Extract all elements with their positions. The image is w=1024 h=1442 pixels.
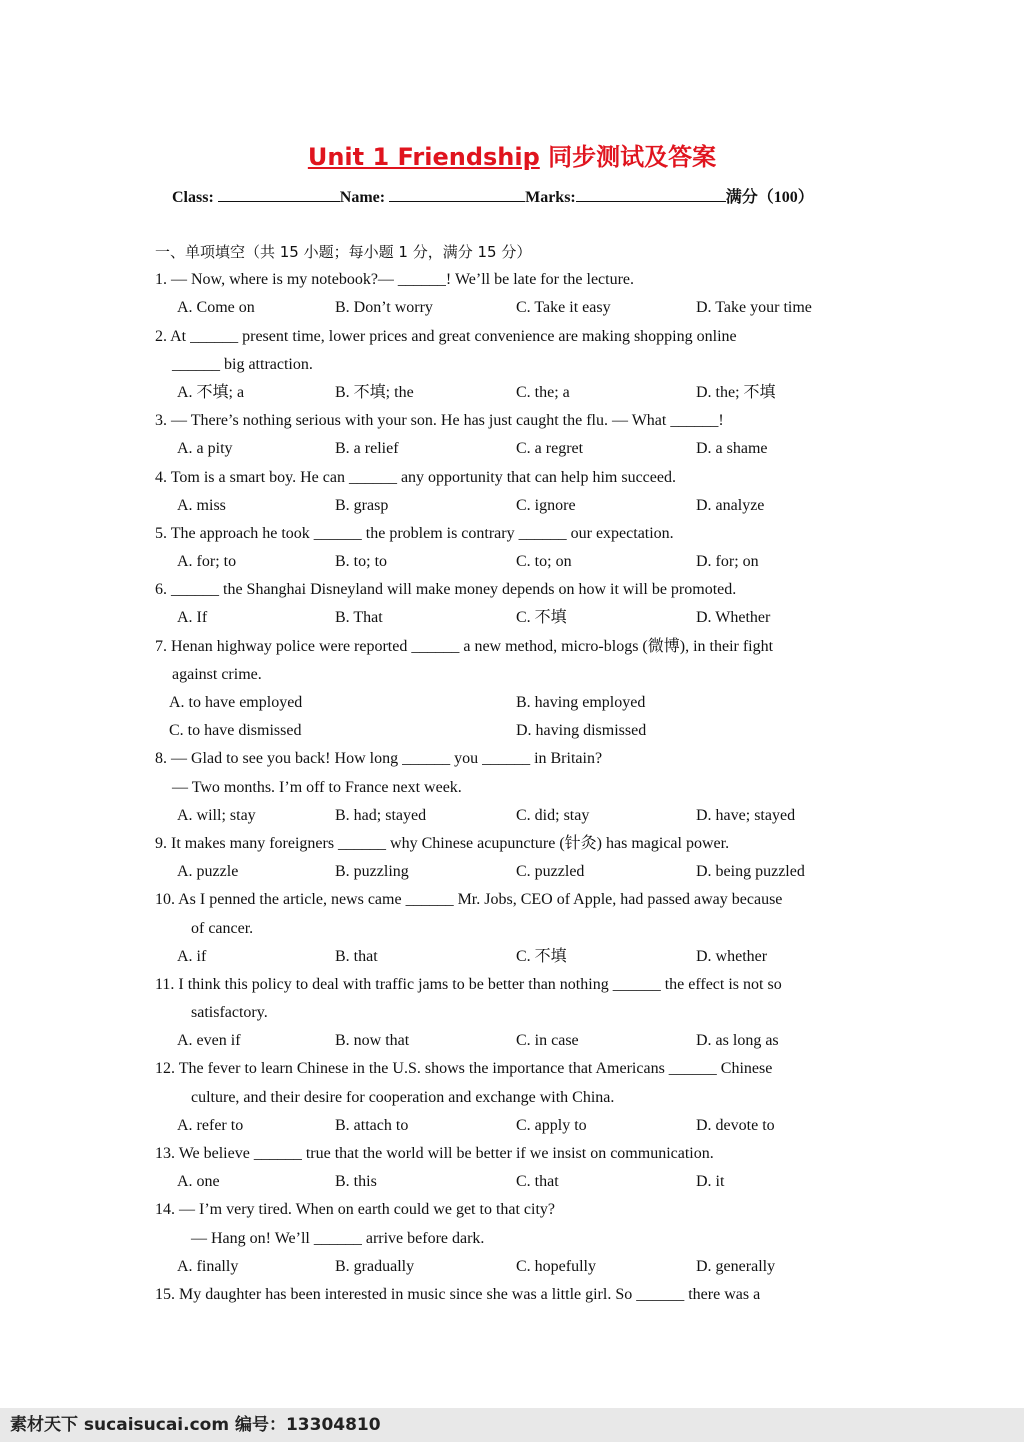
answer-option[interactable]: A. finally	[177, 1257, 239, 1275]
option-row	[155, 717, 875, 745]
answer-option[interactable]: C. in case	[516, 1032, 579, 1050]
answer-option[interactable]: B. grasp	[335, 496, 389, 514]
answer-option[interactable]: D. having dismissed	[516, 722, 647, 740]
answer-option[interactable]: A. miss	[177, 496, 226, 514]
answer-option[interactable]: C. apply to	[516, 1116, 587, 1134]
answer-option[interactable]: A. if	[177, 947, 207, 965]
answer-option[interactable]: C. to have dismissed	[169, 722, 302, 740]
answer-option[interactable]: B. to; to	[335, 553, 388, 571]
answer-option[interactable]: A. 不填; a	[177, 383, 245, 401]
option-row	[155, 689, 875, 717]
option-row	[155, 379, 875, 407]
question-stem: 12. The fever to learn Chinese in the U.S. shows the importance that Americans ______ Chinese	[155, 1060, 773, 1078]
page-title	[0, 137, 1024, 172]
answer-option[interactable]: B. a relief	[335, 440, 399, 458]
answer-option[interactable]: B. Don’t worry	[335, 299, 433, 317]
answer-option[interactable]: D. whether	[696, 947, 768, 965]
question-stem: 4. Tom is a smart boy. He can ______ any opportunity that can help him succeed.	[155, 468, 676, 486]
answer-option[interactable]: C. ignore	[516, 496, 576, 514]
question-stem: 8. — Glad to see you back! How long ______ you ______ in Britain?	[155, 750, 603, 768]
answer-option[interactable]: A. will; stay	[177, 806, 256, 824]
question-stem: 5. The approach he took ______ the problem is contrary ______ our expectation.	[155, 524, 674, 542]
class-label: Class:	[172, 189, 214, 206]
name-label: Name:	[339, 189, 386, 206]
question-stem-continued: satisfactory.	[191, 1004, 268, 1022]
question-stem-continued: — Two months. I’m off to France next week.	[172, 778, 462, 796]
answer-option[interactable]: C. hopefully	[516, 1257, 596, 1275]
question-stem-continued: — Hang on! We’ll ______ arrive before dark.	[191, 1229, 485, 1247]
answer-option[interactable]: A. Come on	[177, 299, 255, 317]
question-stem: 11. I think this policy to deal with traffic jams to be better than nothing ______ the effect is not so	[155, 975, 782, 993]
answer-option[interactable]: D. generally	[696, 1257, 776, 1275]
option-row	[155, 548, 875, 576]
answer-option[interactable]: D. have; stayed	[696, 806, 796, 824]
marks-field[interactable]	[576, 187, 726, 202]
answer-option[interactable]: C. the; a	[516, 383, 570, 401]
marks-label: Marks:	[525, 189, 576, 206]
question-stem: 13. We believe ______ true that the world will be better if we insist on communication.	[155, 1145, 714, 1162]
question-stem: 15. My daughter has been interested in music since she was a little girl. So ______ there was a	[155, 1285, 761, 1303]
answer-option[interactable]: A. a pity	[177, 440, 233, 458]
question-stem: 10. As I penned the article, news came ______ Mr. Jobs, CEO of Apple, had passed away because	[155, 891, 783, 909]
option-row	[155, 1253, 875, 1281]
option-row	[155, 604, 875, 632]
answer-option[interactable]: B. this	[335, 1173, 377, 1191]
answer-option[interactable]: B. having employed	[516, 694, 646, 711]
question-stem: 7. Henan highway police were reported ______ a new method, micro-blogs (微博), in their fight	[155, 637, 774, 655]
answer-option[interactable]: D. Take your time	[696, 299, 812, 317]
answer-option[interactable]: B. puzzling	[335, 863, 409, 881]
answer-option[interactable]: B. 不填; the	[335, 383, 414, 401]
title-suffix: 同步测试及答案	[539, 143, 717, 171]
answer-option[interactable]: B. now that	[335, 1032, 410, 1050]
answer-option[interactable]: B. gradually	[335, 1257, 415, 1275]
answer-option[interactable]: B. That	[335, 609, 383, 627]
section-heading: 一、单项填空（共 15 小题；每小题 1 分，满分 15 分）	[155, 243, 532, 261]
answer-option[interactable]: D. it	[696, 1173, 725, 1191]
question-list	[155, 238, 875, 1309]
answer-option[interactable]: D. being puzzled	[696, 863, 805, 881]
answer-option[interactable]: D. for; on	[696, 553, 759, 571]
answer-option[interactable]: A. puzzle	[177, 863, 239, 881]
answer-option[interactable]: B. attach to	[335, 1116, 409, 1134]
answer-option[interactable]: C. 不填	[516, 609, 567, 627]
question-stem-continued: ______ big attraction.	[172, 355, 313, 373]
answer-option[interactable]: D. Whether	[696, 609, 771, 627]
answer-option[interactable]: A. for; to	[177, 553, 237, 571]
answer-option[interactable]: C. that	[516, 1173, 559, 1191]
question-stem-continued: of cancer.	[191, 919, 254, 937]
full-marks: 满分（100）	[725, 189, 814, 206]
option-row	[155, 943, 875, 971]
answer-option[interactable]: B. that	[335, 947, 378, 965]
question-stem: 9. It makes many foreigners ______ why Chinese acupuncture (针灸) has magical power.	[155, 834, 730, 852]
question-stem: 2. At ______ present time, lower prices and great convenience are making shopping online	[155, 327, 737, 345]
option-row	[155, 1168, 875, 1196]
question-stem-continued: against crime.	[172, 665, 262, 683]
question-stem: 6. ______ the Shanghai Disneyland will make money depends on how it will be promoted.	[155, 581, 737, 599]
answer-option[interactable]: B. had; stayed	[335, 806, 427, 824]
class-field[interactable]	[218, 187, 340, 202]
answer-option[interactable]: A. one	[177, 1173, 220, 1191]
name-field[interactable]	[389, 187, 525, 202]
option-row	[155, 1112, 875, 1140]
question-stem: 3. — There’s nothing serious with your son. He has just caught the flu. — What ______!	[155, 412, 724, 430]
answer-option[interactable]: C. did; stay	[516, 806, 590, 824]
option-row	[155, 858, 875, 886]
answer-option[interactable]: C. Take it easy	[516, 299, 611, 317]
title-main: Unit 1 Friendship	[307, 143, 540, 171]
question-stem-continued: culture, and their desire for cooperation and exchange with China.	[191, 1088, 615, 1106]
answer-option[interactable]: D. as long as	[696, 1032, 779, 1050]
answer-option[interactable]: A. even if	[177, 1032, 241, 1050]
question-stem: 14. — I’m very tired. When on earth could we get to that city?	[155, 1201, 556, 1219]
answer-option[interactable]: D. the; 不填	[696, 383, 776, 401]
answer-option[interactable]: C. 不填	[516, 947, 567, 965]
answer-option[interactable]: D. a shame	[696, 440, 768, 458]
option-row	[155, 294, 875, 322]
answer-option[interactable]: C. puzzled	[516, 863, 585, 881]
answer-option[interactable]: D. devote to	[696, 1116, 775, 1134]
question-stem: 1. — Now, where is my notebook?— ______! We’ll be late for the lecture.	[155, 271, 635, 289]
answer-option[interactable]: D. analyze	[696, 496, 765, 514]
answer-option[interactable]: C. a regret	[516, 440, 584, 458]
option-row	[155, 435, 875, 463]
answer-option[interactable]: C. to; on	[516, 553, 572, 571]
answer-option[interactable]: A. refer to	[177, 1116, 244, 1134]
option-row	[155, 492, 875, 520]
answer-option[interactable]: A. to have employed	[169, 694, 303, 711]
option-row	[155, 802, 875, 830]
answer-option[interactable]: A. If	[177, 609, 208, 627]
option-row	[155, 1027, 875, 1055]
watermark-bar: 素材天下 sucaisucai.com 编号：13304810	[0, 1408, 1024, 1442]
student-info-line	[172, 184, 872, 207]
